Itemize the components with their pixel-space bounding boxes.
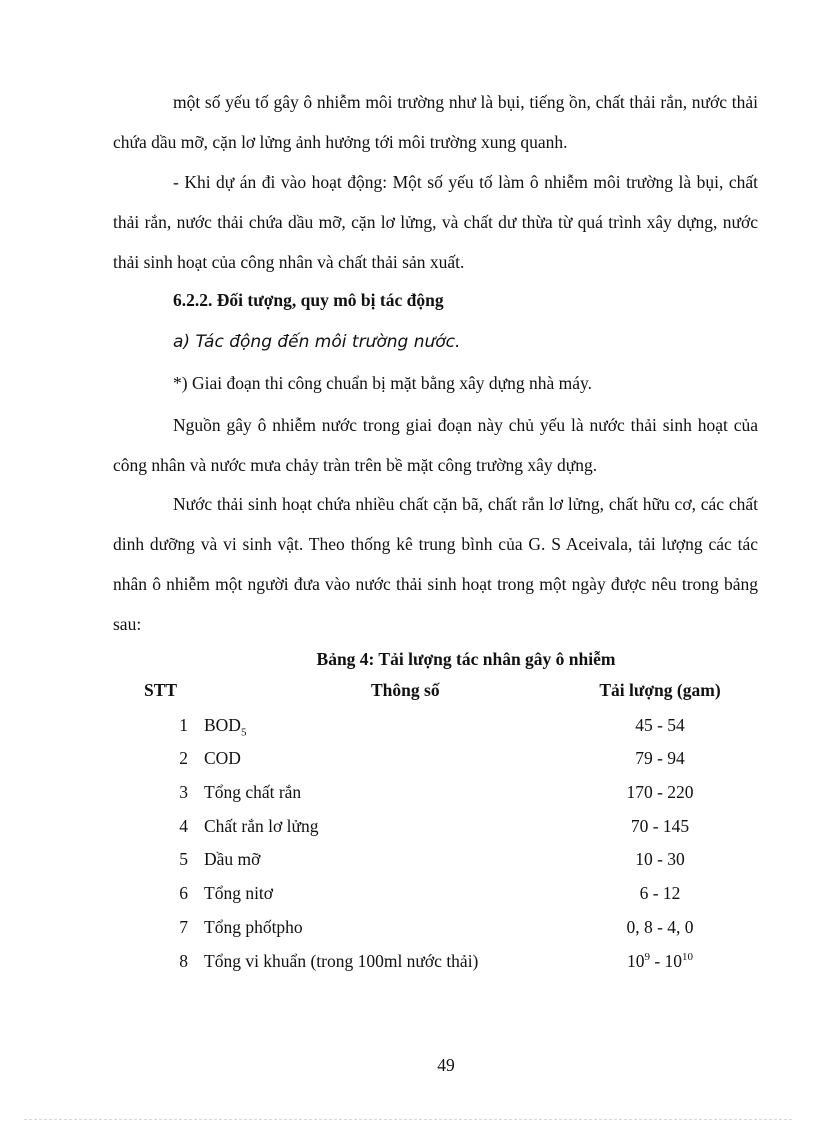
row-param: Dầu mỡ	[204, 849, 261, 869]
row-param: $BOD_5$	[204, 715, 247, 739]
header-stt: STT	[144, 680, 178, 700]
row-param: Tổng chất rắn	[204, 782, 302, 802]
phase-title: *) Giai đoạn thi công chuẩn bị mặt bằng xây dựng nhà máy.	[173, 373, 593, 393]
header-value: Tải lượng (gam)	[599, 680, 721, 700]
row-stt: 5	[179, 849, 188, 869]
row-value: 79 - 94	[635, 748, 685, 768]
page-number: 49	[437, 1055, 455, 1075]
row-param: Tổng vi khuẩn (trong 100ml nước thải)	[204, 951, 479, 971]
row-param: Chất rắn lơ lửng	[204, 816, 319, 836]
header-param: Thông số	[371, 680, 440, 700]
row-stt: 1	[179, 715, 188, 735]
row-param: Tổng nitơ	[204, 883, 274, 903]
paragraph-intro: một số yếu tố gây ô nhiễm môi trường như là bụi, tiếng ồn, chất thải rắn, nước thải chứa dầu mỡ, cặn lơ lửng ảnh hưởng tới môi trường xung quanh.	[113, 92, 758, 152]
paragraph-pollution-source: Nguồn gây ô nhiễm nước trong giai đoạn này chủ yếu là nước thải sinh hoạt của công nhân và nước mưa chảy tràn trên bề mặt công trường xây dựng.	[113, 415, 758, 475]
table-row	[0, 708, 816, 742]
row-value: 45 - 54	[635, 715, 685, 735]
section-heading: 6.2.2. Đối tượng, quy mô bị tác động	[173, 290, 444, 310]
row-value: 170 - 220	[626, 782, 694, 802]
row-value: 0, 8 - 4, 0	[626, 917, 694, 937]
table-caption: Bảng 4: Tải lượng tác nhân gây ô nhiễm	[316, 649, 616, 669]
table-row	[0, 775, 816, 809]
paragraph-operation-phase: - Khi dự án đi vào hoạt động: Một số yếu tố làm ô nhiễm môi trường là bụi, chất thải rắn, nước thải chứa dầu mỡ, cặn lơ lửng, và chất dư thừa từ quá trình xây dựng, nước thải sinh hoạt của công nhân và chất thải sản xuất.	[113, 172, 758, 272]
row-value: 6 - 12	[639, 883, 681, 903]
page-bottom-rule	[24, 1119, 792, 1120]
row-stt: 6	[179, 883, 188, 903]
table-row	[0, 741, 816, 775]
row-value: $10^9 - 10^{10}$	[626, 951, 694, 971]
row-stt: 2	[179, 748, 188, 768]
row-stt: 3	[179, 782, 188, 802]
row-stt: 4	[179, 816, 188, 836]
subsection-heading: a) Tác động đến môi trường nước.	[173, 332, 461, 352]
row-value: 70 - 145	[630, 816, 690, 836]
table-row	[0, 842, 816, 876]
table-row	[0, 910, 816, 944]
row-value: 10 - 30	[635, 849, 685, 869]
table-row	[0, 809, 816, 843]
row-stt: 7	[179, 917, 188, 937]
row-param: Tổng phốtpho	[204, 917, 303, 937]
table-row	[0, 944, 816, 978]
paragraph-wastewater: Nước thải sinh hoạt chứa nhiều chất cặn bã, chất rắn lơ lửng, chất hữu cơ, các chất dinh dưỡng và vi sinh vật. Theo thống kê trung bình của G. S Aceivala, tải lượng các tác nhân ô nhiễm một người đưa vào nước thải sinh hoạt trong một ngày được nêu trong bảng sau:	[113, 494, 758, 634]
table-row	[0, 876, 816, 910]
row-param: COD	[204, 748, 241, 768]
row-stt: 8	[179, 951, 188, 971]
